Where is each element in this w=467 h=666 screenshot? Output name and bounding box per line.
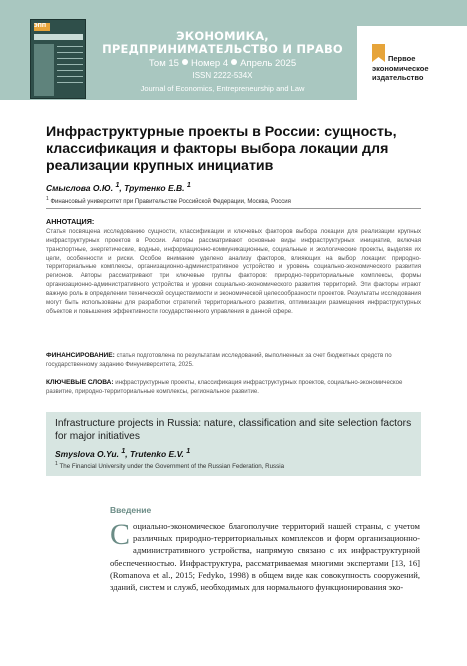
journal-cover-thumbnail (30, 19, 86, 99)
flag-icon (372, 44, 385, 62)
bullet-icon (182, 59, 188, 65)
journal-english-title: Journal of Economics, Entrepreneurship and Law (140, 84, 305, 93)
affiliation-mark: 1 (46, 196, 49, 202)
author-1: Смыслова О.Ю. (46, 182, 114, 193)
annotation-heading: АННОТАЦИЯ: (46, 217, 95, 226)
publisher-name (372, 54, 464, 82)
publisher-line2: экономическое (372, 64, 429, 73)
english-affiliation (55, 461, 284, 470)
cover-line (57, 82, 83, 83)
intro-heading: Введение (110, 505, 152, 515)
journal-volume: Том 15 (148, 58, 179, 69)
publisher-line3: издательство (372, 73, 424, 82)
journal-date: Апрель 2025 (240, 58, 297, 69)
article-authors: Смыслова О.Ю. $^1$, Трутенко Е.В. $^1$ (46, 181, 191, 193)
cover-line (57, 76, 83, 77)
funding-note (46, 352, 421, 370)
journal-issue-line (100, 58, 345, 69)
journal-title-line1: ЭКОНОМИКА, (176, 29, 269, 43)
cover-title-bar (34, 34, 83, 40)
cover-line (57, 46, 83, 47)
publisher-block (357, 26, 467, 100)
intro-text: оциально-экономическое благополучие территорий нашей страны, с учетом различных природно-территориальных комплексов и форм организационно-административного устройства, напрямую связано с их инфраструктурной обеспеченностью. Инфраструктура, рассматриваемая многими экспертами [13, 16] (Romanova et al., 2015; Fedyko, 1998) в общем виде как совокупность сооружений, зданий, систем и служб, необходимых для нормального функционирования эко- (110, 521, 420, 593)
article-title: Инфраструктурные проекты в России: сущность, классификация и факторы выбора локации для реализации крупных инициатив (46, 124, 397, 174)
english-author-1-mark: 1 (121, 447, 126, 455)
author-1-affil-mark: 1 (115, 181, 120, 189)
journal-title-line2: ПРЕДПРИНИМАТЕЛЬСТВО И ПРАВО (102, 42, 343, 56)
article-affiliation (46, 196, 291, 205)
funding-label: ФИНАНСИРОВАНИЕ: (46, 352, 115, 359)
english-author-1: Smyslova O.Yu. (55, 448, 119, 459)
author-2: Трутенко Е.В. (124, 182, 185, 193)
intro-body (110, 520, 420, 593)
cover-line (57, 70, 83, 71)
english-author-2-mark: 1 (186, 447, 191, 455)
keywords-text: инфраструктурные проекты, классификация инфраструктурных проектов, социально-экономическое развитие, природно-территориальные комплексы, региональное развитие. (46, 379, 403, 395)
journal-issn: ISSN 2222-534X (192, 71, 253, 80)
keywords (46, 379, 421, 397)
english-author-2: Trutenko E.V. (129, 448, 184, 459)
publisher-line1: Первое (388, 54, 416, 63)
journal-title (100, 30, 345, 56)
cover-line (57, 64, 83, 65)
divider (46, 208, 421, 209)
affiliation-text: Финансовый университет при Правительстве Российской Федерации, Москва, Россия (50, 199, 291, 205)
english-affiliation-text: The Financial University under the Government of the Russian Federation, Russia (59, 463, 285, 471)
english-authors: Smyslova O.Yu. $^1$, Trutenko E.V. $^1$ (55, 447, 191, 459)
cover-logo: ЭПП (34, 23, 47, 29)
annotation-text: Статья посвящена исследованию сущности, классификации и ключевых факторов выбора локации для реализации крупных инфраструктурных проектов в России. Авторы рассматривают основные виды инфраструктурных инициатив, включая транспортные, энергетические, водные, информационно-коммуникационные, социальные и экологические проекты, выделяя их цели, особенности и риски. Особое внимание уделено анализу факторов, влияющих на выбор локации: природно-территориальные комплексы, организационно-административное устройство и уровень социально-экономического развития регионов. Авторы рассматривают три ключевые группы факторов: природно-территориальные комплексы, формы организационно-административного устройства и уровни социально-экономического развития территорий. Эти факторы играют важную роль в определении технической осуществимости и экономической целесообразности проектов. Результаты исследования могут быть использованы для разработки стратегий территориального развития, оптимизации размещения инфраструктурных объектов и повышения эффективности государственного управления в данной сфере. (46, 228, 421, 315)
cover-line (57, 58, 83, 59)
cover-image-block (34, 44, 54, 96)
bullet-icon (231, 59, 237, 65)
english-affiliation-mark: 1 (55, 461, 58, 467)
english-title: Infrastructure projects in Russia: nature, classification and site selection factors for major initiatives (55, 418, 412, 442)
author-2-affil-mark: 1 (186, 181, 191, 189)
drop-cap: С (110, 518, 131, 551)
cover-line (57, 52, 83, 53)
funding-text: статья подготовлена по результатам исследований, выполненных за счет бюджетных средств по государственному заданию Финуниверситета, 2025. (46, 352, 392, 368)
journal-number: Номер 4 (190, 58, 229, 69)
keywords-label: КЛЮЧЕВЫЕ СЛОВА: (46, 379, 114, 386)
